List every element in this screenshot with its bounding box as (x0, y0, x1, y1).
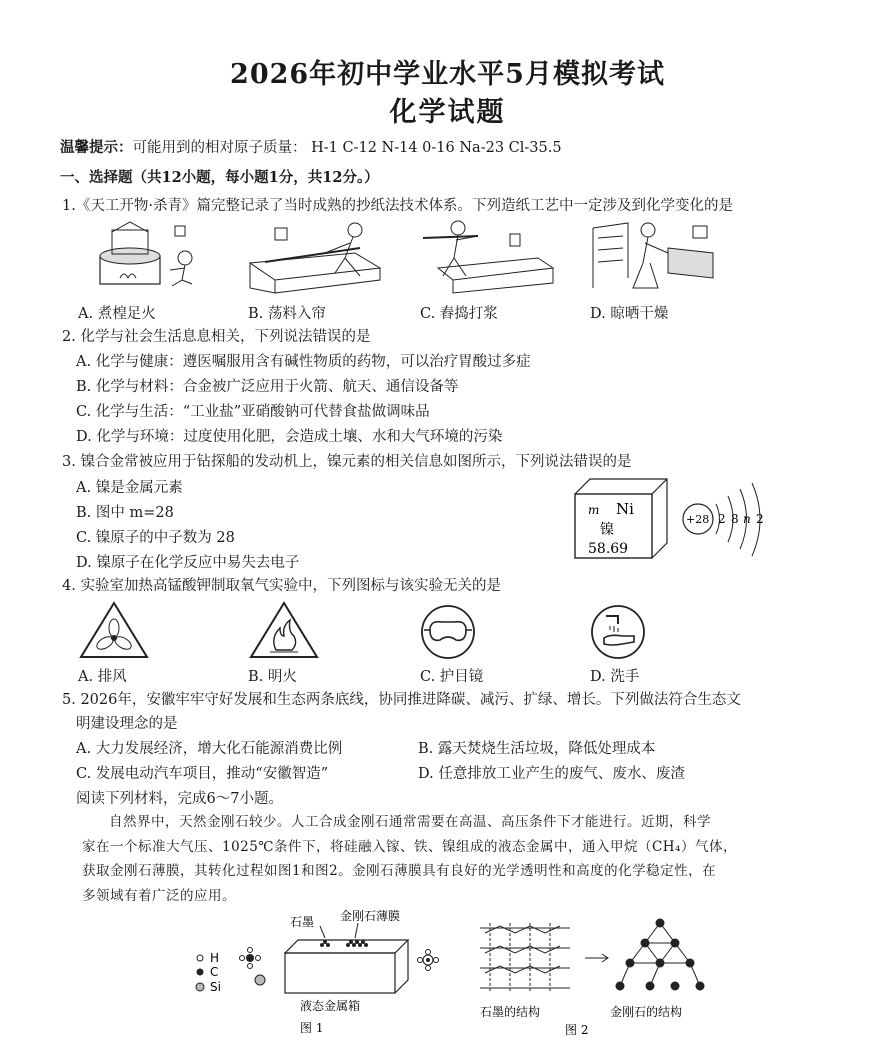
reading-line-1: 自然界中，天然金刚石较少。人工合成金刚石通常需要在高温、高压条件下才能进行。近期，科学 (109, 814, 711, 830)
fig2-diamond-label: 金刚石的结构 (610, 1005, 683, 1019)
q4-option-d: D. 洗手 (590, 669, 640, 685)
q1-stem: 1.《天工开物·杀青》篇完整记录了当时成熟的抄纸法技术体系。下列造纸工艺中一定涉及到化学变化的是 (62, 198, 733, 214)
hand-wash-icon (588, 604, 648, 660)
reading-line-2: 家在一个标准大气压、1025℃条件下，将硅融入镓、铁、镍组成的液态金属中，通入甲烷（CH₄）气体， (82, 838, 737, 855)
figure-2 (470, 918, 720, 1038)
graphite-particles (320, 940, 330, 947)
legend-h-marker (197, 955, 203, 961)
element-cell (574, 478, 669, 560)
atom-structure-diagram (678, 482, 778, 560)
q3-option-c: C. 镍原子的中子数为 28 (76, 530, 235, 546)
exam-subtitle: 化学试题 (389, 97, 506, 128)
element-symbol: Ni (616, 500, 634, 518)
legend-si: Si (210, 980, 221, 994)
q1-image-c (418, 218, 558, 296)
q2-option-d: D. 化学与环境：过度使用化肥，会造成土壤、水和大气环境的污染 (76, 429, 503, 445)
q2-option-b: B. 化学与材料：合金被广泛应用于火箭、航天、通信设备等 (76, 379, 459, 395)
q3-option-b: B. 图中 m=28 (76, 505, 174, 521)
reading-intro: 阅读下列材料，完成6～7小题。 (76, 791, 283, 807)
figure-1 (190, 908, 450, 1038)
graphite-structure (480, 923, 570, 993)
q5-stem-line2: 明建设理念的是 (76, 716, 178, 732)
q5-option-c: C. 发展电动汽车项目，推动“安徽智造” (76, 766, 329, 782)
hint-line (60, 138, 562, 158)
reading-line-3: 获取金刚石薄膜，其转化过程如图1和图2。金刚石薄膜具有良好的光学透明性和高度的化学稳定性，在 (82, 863, 717, 879)
q1-image-d (588, 218, 718, 293)
exam-title: 2026年初中学业水平5月模拟考试 (230, 59, 665, 90)
shell-2: 8 (731, 512, 739, 526)
q4-stem: 4. 实验室加热高锰酸钾制取氧气实验中，下列图标与该实验无关的是 (62, 578, 501, 594)
methane-molecule-right (418, 950, 439, 971)
legend-si-marker (196, 983, 204, 991)
fig1-film-label: 金刚石薄膜 (340, 909, 401, 923)
element-m: m (588, 503, 600, 517)
transform-arrow (585, 954, 608, 962)
q1-option-d: D. 晾晒干燥 (590, 306, 669, 322)
shell-3: n (743, 512, 751, 526)
section-heading: 一、选择题（共12小题，每小题1分，共12分。） (60, 169, 379, 186)
q2-option-c: C. 化学与生活：“工业盐”亚硝酸钠可代替食盐做调味品 (76, 404, 430, 420)
reading-line-4: 多领域有着广泛的应用。 (82, 887, 236, 904)
hint-label: 温馨提示： (60, 139, 133, 156)
open-flame-icon (248, 600, 320, 660)
fig1-caption: 图 1 (300, 1021, 324, 1035)
diamond-film-particles (346, 940, 368, 947)
shell-1: 2 (718, 512, 726, 526)
q5-stem-line1: 5. 2026年，安徽牢牢守好发展和生态两条底线，协同推进降碳、减污、扩绿、增长。下列做法符合生态文 (62, 692, 741, 708)
shell-4: 2 (756, 512, 764, 526)
nucleus-charge: +28 (686, 513, 710, 526)
fig1-box-label: 液态金属箱 (300, 999, 361, 1013)
q5-option-a: A. 大力发展经济，增大化石能源消费比例 (76, 741, 343, 757)
legend-h: H (210, 951, 220, 965)
q1-image-a (90, 218, 210, 293)
element-mass: 58.69 (588, 541, 629, 557)
legend-c: C (210, 965, 219, 979)
legend-c-marker (197, 969, 204, 976)
q1-option-a: A. 煮楻足火 (78, 306, 156, 322)
q4-option-a: A. 排风 (78, 669, 127, 685)
fig2-graphite-label: 石墨的结构 (480, 1005, 541, 1019)
q4-option-b: B. 明火 (248, 669, 297, 685)
q2-stem: 2. 化学与社会生活息息相关，下列说法错误的是 (62, 329, 371, 345)
q1-option-b: B. 荡料入帘 (248, 306, 326, 322)
q1-option-c: C. 舂捣打浆 (420, 306, 498, 322)
reading-passage (82, 810, 842, 908)
q3-stem: 3. 镍合金常被应用于钻探船的发动机上，镍元素的相关信息如图所示，下列说法错误的是 (62, 454, 632, 470)
q3-option-d: D. 镍原子在化学反应中易失去电子 (76, 555, 300, 571)
diamond-structure (616, 919, 704, 990)
fig1-graphite-label: 石墨 (290, 915, 315, 929)
q5-option-d: D. 任意排放工业产生的废气、废水、废渣 (418, 766, 685, 782)
goggles-icon (418, 604, 478, 660)
methane-molecule-left (240, 948, 261, 969)
hint-text: 可能用到的相对原子质量： H-1 C-12 N-14 0-16 Na-23 Cl-35.5 (132, 140, 562, 156)
silicon-atom (255, 975, 265, 985)
q2-option-a: A. 化学与健康：遵医嘱服用含有碱性物质的药物，可以治疗胃酸过多症 (76, 354, 531, 370)
exhaust-fan-icon (78, 600, 150, 660)
fig2-caption: 图 2 (565, 1023, 589, 1037)
element-name: 镍 (600, 522, 614, 538)
q3-option-a: A. 镍是金属元素 (76, 480, 183, 496)
q5-option-b: B. 露天焚烧生活垃圾，降低处理成本 (418, 741, 656, 757)
q4-option-c: C. 护目镜 (420, 669, 484, 685)
q1-image-b (245, 218, 385, 293)
